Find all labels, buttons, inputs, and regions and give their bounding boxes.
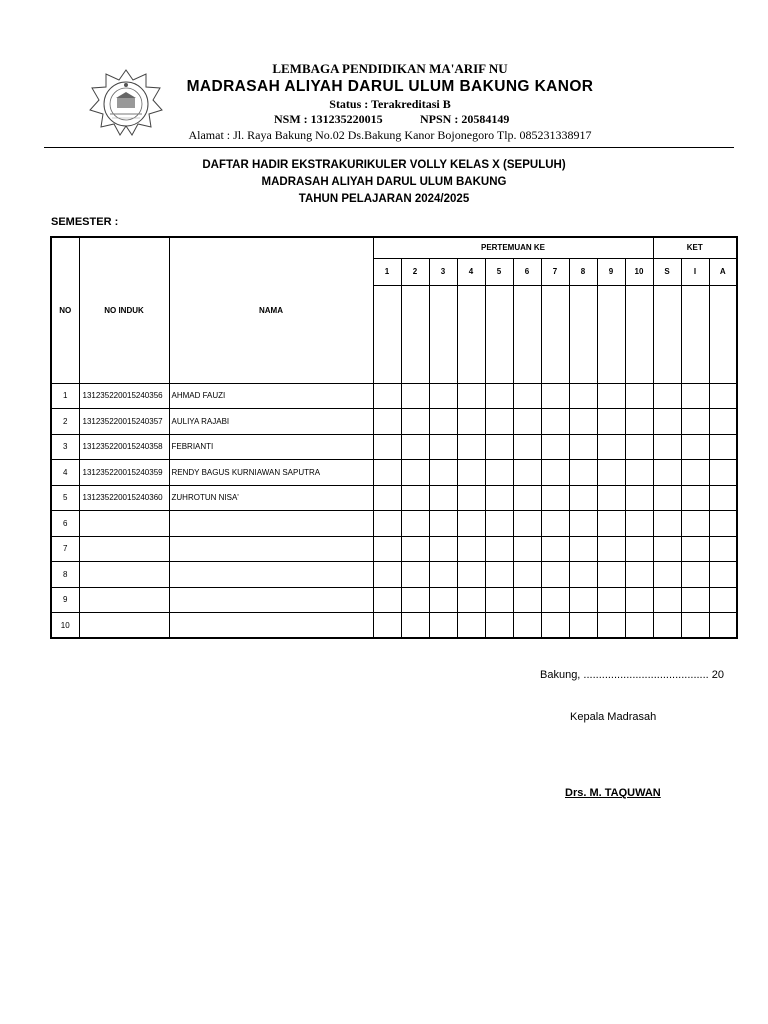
ket-cell: [653, 460, 681, 486]
ket-cell: [709, 460, 737, 486]
ket-cell: [653, 383, 681, 409]
attendance-cell: [513, 460, 541, 486]
header-blank-cell: [541, 285, 569, 383]
org-name: LEMBAGA PENDIDIKAN MA'ARIF NU: [272, 61, 508, 76]
academic-year: TAHUN PELAJARAN 2024/2025: [298, 193, 470, 205]
row-nama: AULIYA RAJABI: [169, 409, 373, 435]
ket-header: I: [681, 258, 709, 285]
attendance-cell: [513, 587, 541, 613]
header-blank-cell: [373, 285, 401, 383]
attendance-cell: [513, 536, 541, 562]
ket-cell: [709, 511, 737, 537]
attendance-cell: [569, 383, 597, 409]
attendance-cell: [513, 409, 541, 435]
attendance-cell: [569, 409, 597, 435]
attendance-cell: [513, 434, 541, 460]
row-induk: 131235220015240358: [79, 434, 169, 460]
row-nama: [169, 613, 373, 639]
attendance-cell: [541, 536, 569, 562]
attendance-cell: [597, 613, 625, 639]
attendance-cell: [457, 511, 485, 537]
attendance-cell: [401, 485, 429, 511]
row-induk: 131235220015240360: [79, 485, 169, 511]
attendance-cell: [429, 536, 457, 562]
attendance-cell: [485, 536, 513, 562]
attendance-cell: [485, 485, 513, 511]
attendance-cell: [541, 383, 569, 409]
ket-cell: [681, 485, 709, 511]
attendance-cell: [625, 511, 653, 537]
header-blank-cell: [709, 285, 737, 383]
attendance-cell: [597, 434, 625, 460]
meeting-header: 2: [401, 258, 429, 285]
meeting-header: 9: [597, 258, 625, 285]
row-nama: [169, 562, 373, 588]
attendance-cell: [429, 587, 457, 613]
attendance-cell: [513, 485, 541, 511]
attendance-cell: [401, 383, 429, 409]
attendance-cell: [429, 434, 457, 460]
attendance-cell: [401, 536, 429, 562]
ket-cell: [653, 434, 681, 460]
row-nama: ZUHROTUN NISA': [169, 485, 373, 511]
attendance-cell: [541, 511, 569, 537]
attendance-cell: [485, 383, 513, 409]
row-no: 6: [51, 511, 79, 537]
attendance-cell: [373, 511, 401, 537]
row-induk: [79, 536, 169, 562]
attendance-cell: [457, 536, 485, 562]
table-row: [51, 511, 737, 537]
ket-cell: [653, 613, 681, 639]
nsm-number: NSM : 131235220015: [274, 112, 383, 126]
attendance-cell: [541, 485, 569, 511]
attendance-cell: [401, 460, 429, 486]
attendance-cell: [569, 434, 597, 460]
header-blank-cell: [597, 285, 625, 383]
meeting-header: 10: [625, 258, 653, 285]
attendance-cell: [373, 434, 401, 460]
ket-cell: [681, 409, 709, 435]
attendance-cell: [541, 613, 569, 639]
ket-cell: [653, 511, 681, 537]
attendance-cell: [541, 434, 569, 460]
attendance-cell: [597, 536, 625, 562]
signer-role: Kepala Madrasah: [570, 711, 657, 723]
attendance-cell: [625, 536, 653, 562]
attendance-cell: [401, 434, 429, 460]
attendance-cell: [457, 562, 485, 588]
attendance-cell: [429, 613, 457, 639]
meeting-header: 8: [569, 258, 597, 285]
school-name: MADRASAH ALIYAH DARUL ULUM BAKUNG KANOR: [186, 78, 594, 95]
table-row: [51, 460, 737, 486]
attendance-cell: [569, 587, 597, 613]
ket-cell: [709, 409, 737, 435]
row-no: 1: [51, 383, 79, 409]
ket-header: A: [709, 258, 737, 285]
row-no: 10: [51, 613, 79, 639]
table-row: [51, 383, 737, 409]
attendance-cell: [485, 562, 513, 588]
row-no: 9: [51, 587, 79, 613]
attendance-cell: [513, 511, 541, 537]
attendance-cell: [485, 613, 513, 639]
header-blank-cell: [401, 285, 429, 383]
row-induk: [79, 587, 169, 613]
ket-cell: [709, 613, 737, 639]
place-date: Bakung, ......................................... 20: [540, 669, 725, 681]
attendance-cell: [513, 383, 541, 409]
attendance-cell: [541, 587, 569, 613]
attendance-cell: [485, 587, 513, 613]
ket-cell: [653, 409, 681, 435]
attendance-cell: [569, 562, 597, 588]
row-no: 8: [51, 562, 79, 588]
meeting-header: 6: [513, 258, 541, 285]
attendance-cell: [485, 409, 513, 435]
attendance-cell: [373, 485, 401, 511]
header-blank-cell: [457, 285, 485, 383]
attendance-cell: [597, 511, 625, 537]
attendance-cell: [597, 409, 625, 435]
attendance-cell: [625, 613, 653, 639]
ket-cell: [681, 511, 709, 537]
ket-cell: [653, 587, 681, 613]
ket-cell: [653, 485, 681, 511]
attendance-cell: [429, 511, 457, 537]
attendance-cell: [429, 460, 457, 486]
attendance-cell: [625, 383, 653, 409]
header-no: NO: [51, 237, 79, 383]
signer-name: Drs. M. TAQUWAN: [565, 787, 661, 799]
header-blank-cell: [569, 285, 597, 383]
attendance-cell: [401, 409, 429, 435]
attendance-cell: [429, 485, 457, 511]
ket-cell: [709, 536, 737, 562]
row-nama: [169, 587, 373, 613]
attendance-cell: [485, 511, 513, 537]
row-nama: [169, 536, 373, 562]
row-nama: [169, 511, 373, 537]
row-induk: 131235220015240359: [79, 460, 169, 486]
attendance-cell: [429, 562, 457, 588]
attendance-cell: [401, 511, 429, 537]
attendance-cell: [625, 562, 653, 588]
document-subtitle: MADRASAH ALIYAH DARUL ULUM BAKUNG: [261, 176, 507, 188]
header-divider: [44, 147, 734, 148]
school-address: Alamat : Jl. Raya Bakung No.02 Ds.Bakung Kanor Bojonegoro Tlp. 085231338917: [188, 128, 592, 142]
table-row: [51, 536, 737, 562]
attendance-cell: [373, 562, 401, 588]
attendance-cell: [625, 434, 653, 460]
ket-cell: [681, 434, 709, 460]
ket-cell: [681, 562, 709, 588]
ket-cell: [709, 587, 737, 613]
attendance-cell: [569, 511, 597, 537]
meeting-header: 3: [429, 258, 457, 285]
attendance-cell: [485, 434, 513, 460]
ket-cell: [681, 383, 709, 409]
document-title: DAFTAR HADIR EKSTRAKURIKULER VOLLY KELAS X (SEPULUH): [202, 159, 566, 171]
table-row: [51, 587, 737, 613]
school-logo: [86, 68, 166, 138]
row-induk: [79, 562, 169, 588]
attendance-cell: [373, 383, 401, 409]
attendance-cell: [513, 562, 541, 588]
row-induk: [79, 613, 169, 639]
attendance-cell: [541, 460, 569, 486]
row-no: 4: [51, 460, 79, 486]
header-blank-cell: [681, 285, 709, 383]
ket-cell: [681, 460, 709, 486]
ket-header: S: [653, 258, 681, 285]
attendance-cell: [513, 613, 541, 639]
attendance-cell: [373, 460, 401, 486]
ket-cell: [709, 383, 737, 409]
attendance-cell: [569, 460, 597, 486]
header-nama: NAMA: [169, 237, 373, 383]
header-pertemuan: PERTEMUAN KE: [373, 237, 653, 258]
attendance-cell: [597, 562, 625, 588]
attendance-cell: [401, 587, 429, 613]
attendance-cell: [457, 383, 485, 409]
ket-cell: [681, 587, 709, 613]
attendance-cell: [457, 613, 485, 639]
header-blank-cell: [513, 285, 541, 383]
attendance-cell: [597, 485, 625, 511]
row-no: 3: [51, 434, 79, 460]
ket-cell: [653, 562, 681, 588]
attendance-cell: [541, 409, 569, 435]
ket-cell: [709, 434, 737, 460]
ket-cell: [681, 613, 709, 639]
attendance-cell: [569, 485, 597, 511]
accreditation-status: Status : Terakreditasi B: [329, 97, 451, 111]
attendance-cell: [429, 383, 457, 409]
attendance-cell: [373, 587, 401, 613]
attendance-cell: [541, 562, 569, 588]
row-induk: [79, 511, 169, 537]
attendance-cell: [569, 536, 597, 562]
attendance-cell: [401, 613, 429, 639]
attendance-cell: [373, 536, 401, 562]
header-ket: KET: [653, 237, 737, 258]
table-row: [51, 485, 737, 511]
attendance-cell: [597, 383, 625, 409]
row-nama: RENDY BAGUS KURNIAWAN SAPUTRA: [169, 460, 373, 486]
row-induk: 131235220015240356: [79, 383, 169, 409]
row-no: 7: [51, 536, 79, 562]
semester-label: SEMESTER :: [51, 216, 119, 228]
attendance-cell: [485, 460, 513, 486]
attendance-table: [50, 236, 738, 639]
attendance-cell: [597, 460, 625, 486]
attendance-cell: [625, 460, 653, 486]
row-no: 5: [51, 485, 79, 511]
meeting-header: 1: [373, 258, 401, 285]
attendance-cell: [457, 409, 485, 435]
header-blank-cell: [653, 285, 681, 383]
attendance-cell: [429, 409, 457, 435]
attendance-cell: [457, 460, 485, 486]
header-no-induk: NO INDUK: [79, 237, 169, 383]
table-row: [51, 409, 737, 435]
ket-cell: [709, 485, 737, 511]
header-blank-cell: [625, 285, 653, 383]
row-nama: FEBRIANTI: [169, 434, 373, 460]
attendance-cell: [457, 434, 485, 460]
ket-cell: [653, 536, 681, 562]
header-blank-cell: [485, 285, 513, 383]
ket-cell: [709, 562, 737, 588]
attendance-cell: [373, 613, 401, 639]
npsn-number: NPSN : 20584149: [420, 112, 510, 126]
attendance-cell: [373, 409, 401, 435]
attendance-cell: [569, 613, 597, 639]
meeting-header: 4: [457, 258, 485, 285]
attendance-cell: [457, 485, 485, 511]
attendance-cell: [625, 485, 653, 511]
table-row: [51, 613, 737, 639]
attendance-cell: [401, 562, 429, 588]
row-nama: AHMAD FAUZI: [169, 383, 373, 409]
row-no: 2: [51, 409, 79, 435]
attendance-cell: [597, 587, 625, 613]
attendance-cell: [625, 409, 653, 435]
attendance-cell: [625, 587, 653, 613]
row-induk: 131235220015240357: [79, 409, 169, 435]
attendance-cell: [457, 587, 485, 613]
meeting-header: 7: [541, 258, 569, 285]
header-blank-cell: [429, 285, 457, 383]
meeting-header: 5: [485, 258, 513, 285]
table-row: [51, 434, 737, 460]
table-row: [51, 562, 737, 588]
ket-cell: [681, 536, 709, 562]
